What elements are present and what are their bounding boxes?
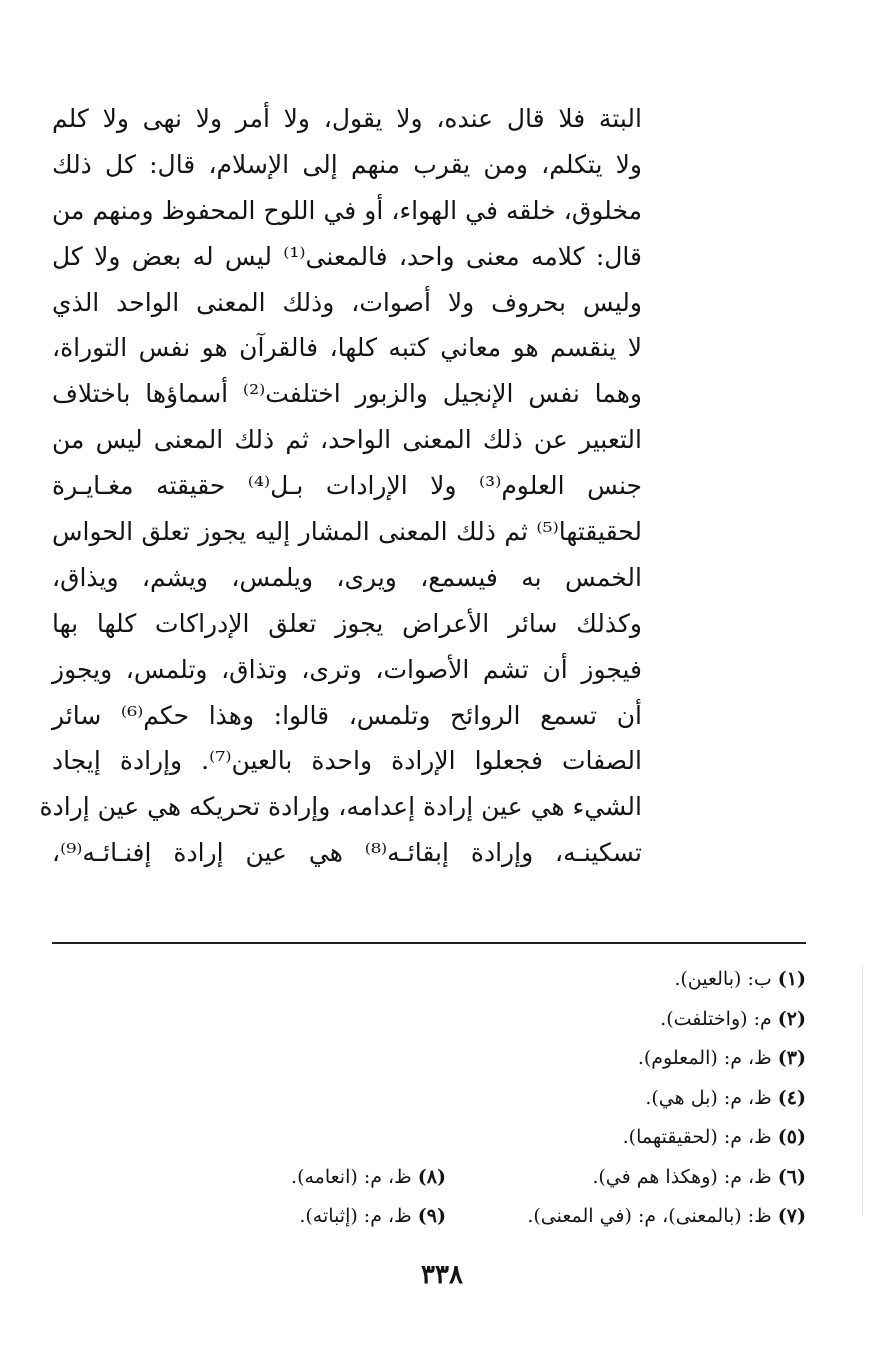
text-line: الصفات فجعلوا الإرادة واحدة بالعين⁽⁷⁾. وإرادة إيجاد [52,746,642,776]
text-line: الشيء هي عين إرادة إعدامه، وإرادة تحريكه هي عين إرادة [39,792,642,822]
text-line: التعبير عن ذلك المعنى الواحد، ثم ذلك المعنى ليس من [52,425,642,455]
footnote-4 [446,1079,806,1119]
footnote-row [52,960,806,1000]
footnote-text: ظ، م: (المعلوم). [637,1047,772,1069]
footnote-divider [52,942,806,944]
footnote-row [52,1039,806,1079]
footnote-2 [446,1000,806,1040]
footnote-number: (٤) [777,1086,806,1109]
text-line: وهما نفس الإنجيل والزبور اختلفت⁽²⁾ أسماؤها باختلاف [52,379,642,409]
footnote-number: (٩) [417,1205,446,1227]
footnote-number: (٨) [417,1165,446,1188]
footnote-6 [446,1158,806,1198]
text-line: الخمس به فيسمع، ويرى، ويلمس، ويشم، ويذاق، [52,562,642,592]
footnote-text: ب: (بالعين). [674,968,772,990]
footnote-row [52,1158,806,1198]
footnote-number: (٧) [777,1205,806,1227]
footnote-number: (٥) [777,1126,806,1148]
footnote-number: (٦) [777,1165,806,1188]
text-line: البتة فلا قال عنده، ولا يقول، ولا أمر ولا نهى ولا كلم [52,104,642,133]
footnote-1 [446,960,806,1000]
footnote-number: (١) [777,968,806,990]
page-number: ٣٣٨ [421,1260,463,1290]
footnote-row [52,1197,806,1237]
text-line: أن تسمع الروائح وتلمس، قالوا: وهذا حكم⁽⁶⁾ سائر [52,700,643,730]
footnote-7 [446,1197,806,1237]
text-line: لا ينقسم هو معاني كتبه كلها، فالقرآن هو نفس التوراة، [52,333,642,363]
footnote-row [52,1079,806,1119]
footnote-9 [299,1197,446,1237]
scan-margin-line [862,965,863,1215]
footnote-5 [446,1118,806,1158]
text-line: فيجوز أن تشم الأصوات، وترى، وتذاق، وتلمس، ويجوز [52,654,642,684]
footnotes [52,960,806,1237]
footnote-8 [291,1158,446,1198]
footnote-text: ظ، م: (لحقيقتهما). [622,1126,772,1148]
text-line: ولا يتكلم، ومن يقرب منهم إلى الإسلام، قال: كل ذلك [52,149,642,179]
footnote-text: م: (واختلفت). [660,1007,772,1030]
text-line: قال: كلامه معنى واحد، فالمعنى⁽¹⁾ ليس له بعض ولا كل [52,241,642,271]
footnote-text: ظ، م: (انعامه). [291,1165,412,1188]
text-line: مخلوق، خلقه في الهواء، أو في اللوح المحفوظ ومنهم من [52,195,642,225]
footnote-text: ظ، م: (إثباته). [299,1205,412,1227]
footnote-3 [446,1039,806,1079]
footnote-row [52,1000,806,1040]
text-line: لحقيقتها⁽⁵⁾ ثم ذلك المعنى المشار إليه يجوز تعلق الحواس [52,517,642,547]
text-line: وليس بحروف ولا أصوات، وذلك المعنى الواحد الذي [52,287,642,317]
footnote-text: ظ، م: (وهكذا هم في). [592,1165,772,1188]
footnote-number: (٣) [777,1047,806,1069]
footnote-text: ظ: (بالمعنى)، م: (في المعنى). [527,1205,772,1227]
main-text [39,96,643,876]
footnote-number: (٢) [777,1007,806,1030]
text-line: جنس العلوم⁽³⁾ ولا الإرادات بـل⁽⁴⁾ حقيقته مغـايـرة [52,471,642,501]
footnote-row [52,1118,806,1158]
text-line: تسكينـه، وإرادة إبقائـه⁽⁸⁾ هي عين إرادة إفنـائـه⁽⁹⁾، [52,838,642,868]
text-line: وكذلك سائر الأعراض يجوز تعلق الإدراكات كلها بها [52,608,642,638]
footnote-text: ظ، م: (بل هي). [645,1086,772,1109]
